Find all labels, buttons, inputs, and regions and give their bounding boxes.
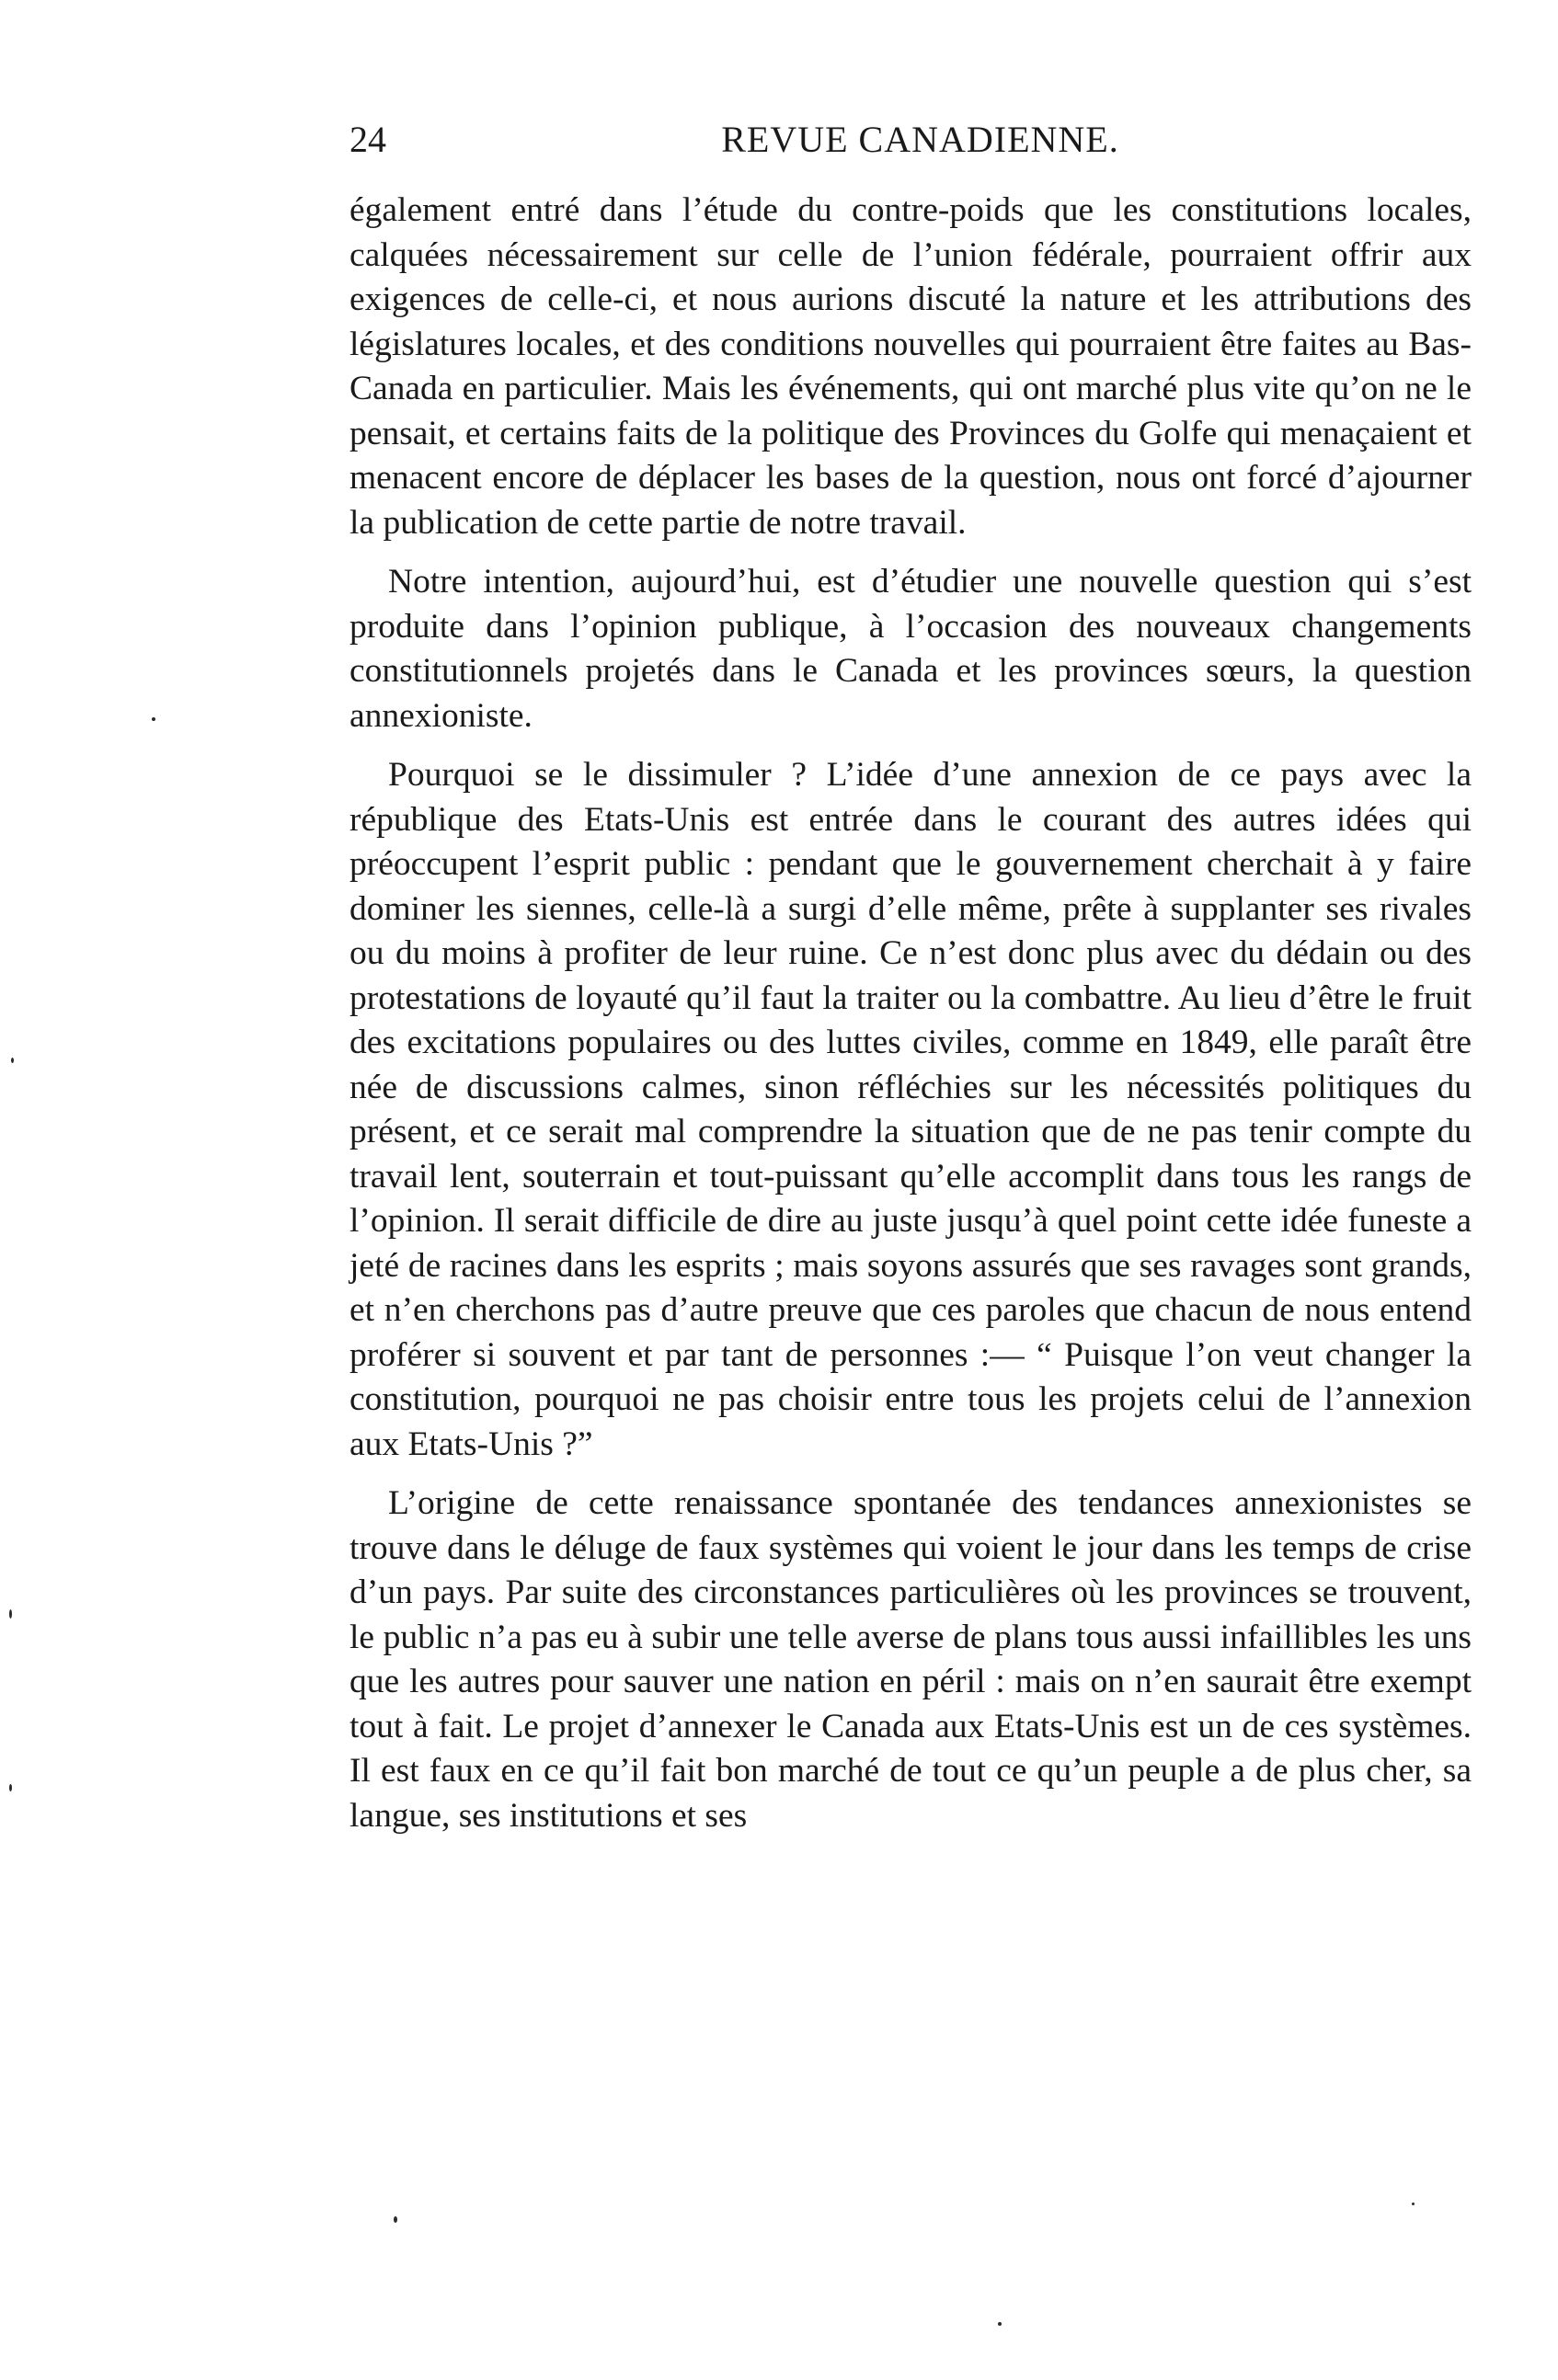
scan-speck [9, 1609, 12, 1619]
scan-speck [152, 717, 155, 721]
scan-speck [9, 1784, 12, 1791]
paragraph-2: Notre intention, aujourd’hui, est d’étudier une nouvelle question qui s’est produite dans l’opinion publique, à l’occasion des nouveaux changements constitutionnels projetés dans le Canada et les provinces sœurs, la question annexioniste. [349, 563, 1472, 735]
running-title: REVUE CANADIENNE. [721, 119, 1119, 160]
body-text [349, 189, 1472, 1838]
scan-speck [394, 2216, 397, 2223]
paragraph-4: L’origine de cette renaissance spontanée des tendances annexionistes se trouve dans le déluge de faux systèmes qui voient le jour dans les temps de crise d’un pays. Par suite des circonstances particulières où les provinces se trouvent, le public n’a pas eu à subir une telle averse de plans tous aussi infaillibles les uns que les autres pour sauver une nation en péril : mais on n’en saurait être exempt tout à fait. Le projet d’annexer le Canada aux Etats-Unis est un de ces systèmes. Il est faux en ce qu’il fait bon marché de tout ce qu’un peuple a de plus cher, sa langue, ses institutions et ses [349, 1484, 1472, 1835]
page-header [348, 118, 1493, 173]
paragraph-1: également entré dans l’étude du contre-poids que les constitutions locales, calquées nécessairement sur celle de l’union fédérale, pourraient offrir aux exigences de celle-ci, et nous aurions discuté la nature et les attributions des législatures locales, et des conditions nouvelles qui pourraient être faites au Bas-Canada en particulier. Mais les événements, qui ont marché plus vite qu’on ne le pensait, et certains faits de la politique des Provinces du Golfe qui menaçaient et menacent encore de déplacer les bases de la question, nous ont forcé d’ajourner la publication de cette partie de notre travail. [349, 191, 1472, 542]
scan-speck [11, 1058, 14, 1063]
paragraph-3: Pourquoi se le dissimuler ? L’idée d’une annexion de ce pays avec la république des Etats-Unis est entrée dans le courant des autres idées qui préoccupent l’esprit public : pendant que le gouvernement cherchait à y faire dominer les siennes, celle-là a surgi d’elle même, prête à supplanter ses rivales ou du moins à profiter de leur ruine. Ce n’est donc plus avec du dédain ou des protestations de loyauté qu’il faut la traiter ou la combattre. Au lieu d’être le fruit des excitations populaires ou des luttes civiles, comme en 1849, elle paraît être née de discussions calmes, sinon réfléchies sur les nécessités politiques du présent, et ce serait mal comprendre la situation que de ne pas tenir compte du travail lent, souterrain et tout-puissant qu’elle accomplit dans tous les rangs de l’opinion. Il serait difficile de dire au juste jusqu’à quel point cette idée funeste a jeté de racines dans les esprits ; mais soyons assurés que ses ravages sont grands, et n’en cherchons pas d’autre preuve que ces paroles que chacun de nous entend proférer si souvent et par tant de personnes :— “ Puisque l’on veut changer la constitution, pourquoi ne pas choisir entre tous les projets celui de l’annexion aux Etats-Unis ?” [349, 756, 1472, 1463]
scan-speck [998, 2322, 1002, 2326]
page-number: 24 [349, 119, 386, 160]
scan-speck [1412, 2203, 1415, 2205]
